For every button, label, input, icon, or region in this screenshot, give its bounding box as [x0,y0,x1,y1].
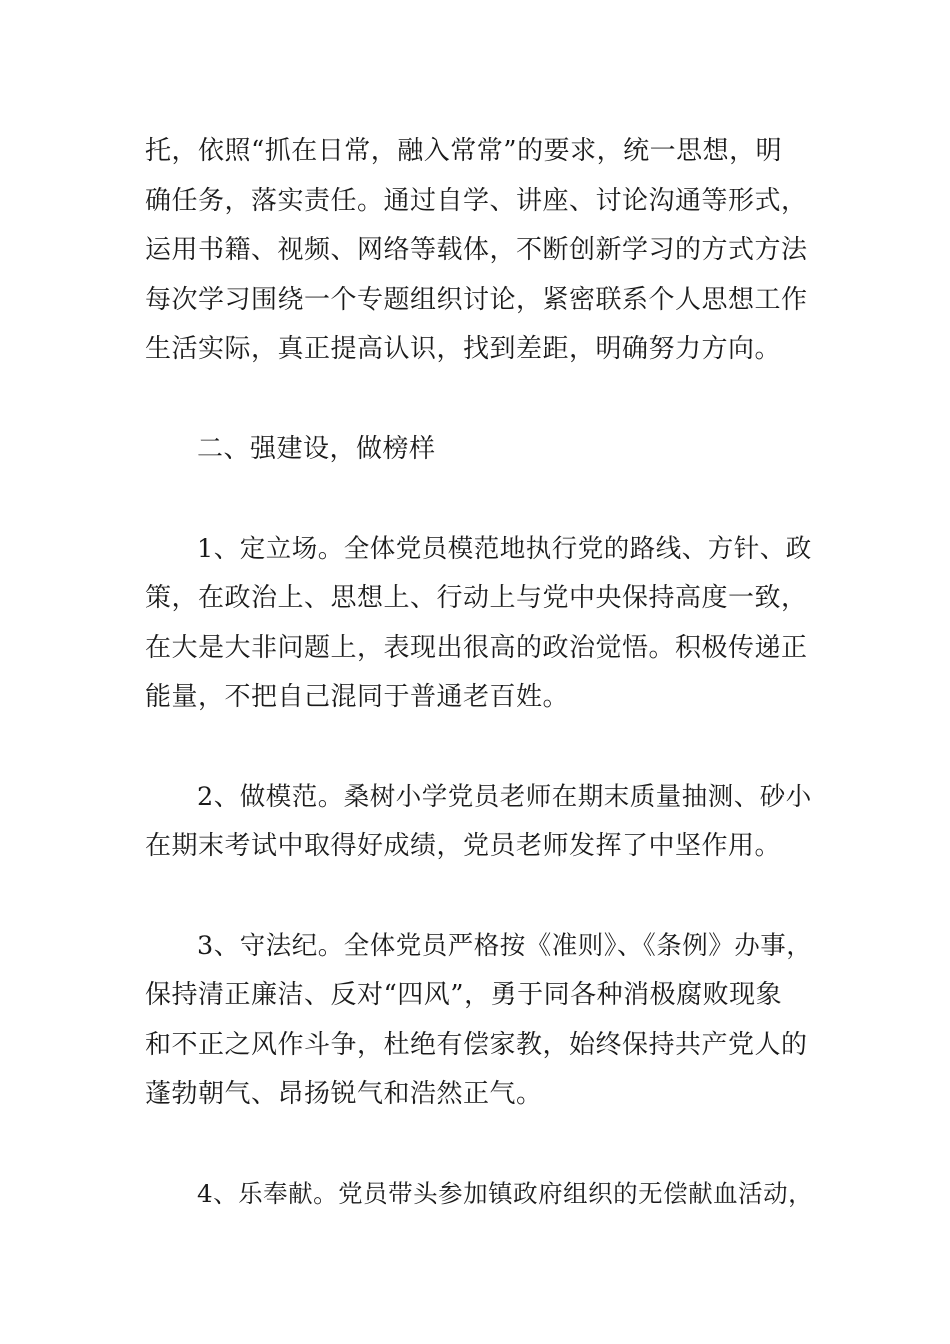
paragraph-line: 运用书籍、视频、网络等载体，不断创新学习的方式方法 [145,235,808,265]
item-1-line: 1、定立场。全体党员模范地执行党的路线、方针、政 [197,534,812,564]
item-2-line: 在期末考试中取得好成绩，党员老师发挥了中坚作用。 [145,831,782,861]
item-3-line: 保持清正廉洁、反对“四风”，勇于同各种消极腐败现象 [145,980,783,1010]
item-3-line: 蓬勃朝气、昂扬锐气和浩然正气。 [145,1079,543,1109]
paragraph-line: 托，依照“抓在日常，融入常常”的要求，统一思想，明 [145,136,783,166]
item-2-line: 2、做模范。桑树小学党员老师在期末质量抽测、砂小 [197,782,812,812]
item-1-line: 能量，不把自己混同于普通老百姓。 [145,682,570,712]
paragraph-line: 每次学习围绕一个专题组织讨论，紧密联系个人思想工作 [145,285,808,315]
paragraph-line: 生活实际，真正提高认识，找到差距，明确努力方向。 [145,334,782,364]
item-3-line: 和不正之风作斗争，杜绝有偿家教，始终保持共产党人的 [145,1030,808,1060]
item-1-line: 策，在政治上、思想上、行动上与党中央保持高度一致， [145,583,808,613]
item-1-line: 在大是大非问题上，表现出很高的政治觉悟。积极传递正 [145,633,808,663]
paragraph-line: 确任务，落实责任。通过自学、讲座、讨论沟通等形式， [145,186,808,216]
item-3-line: 3、守法纪。全体党员严格按《准则》、《条例》办事， [197,931,813,961]
item-4-line: 4、乐奉献。党员带头参加镇政府组织的无偿献血活动， [197,1179,814,1208]
section-heading: 二、强建设，做榜样 [197,434,436,464]
